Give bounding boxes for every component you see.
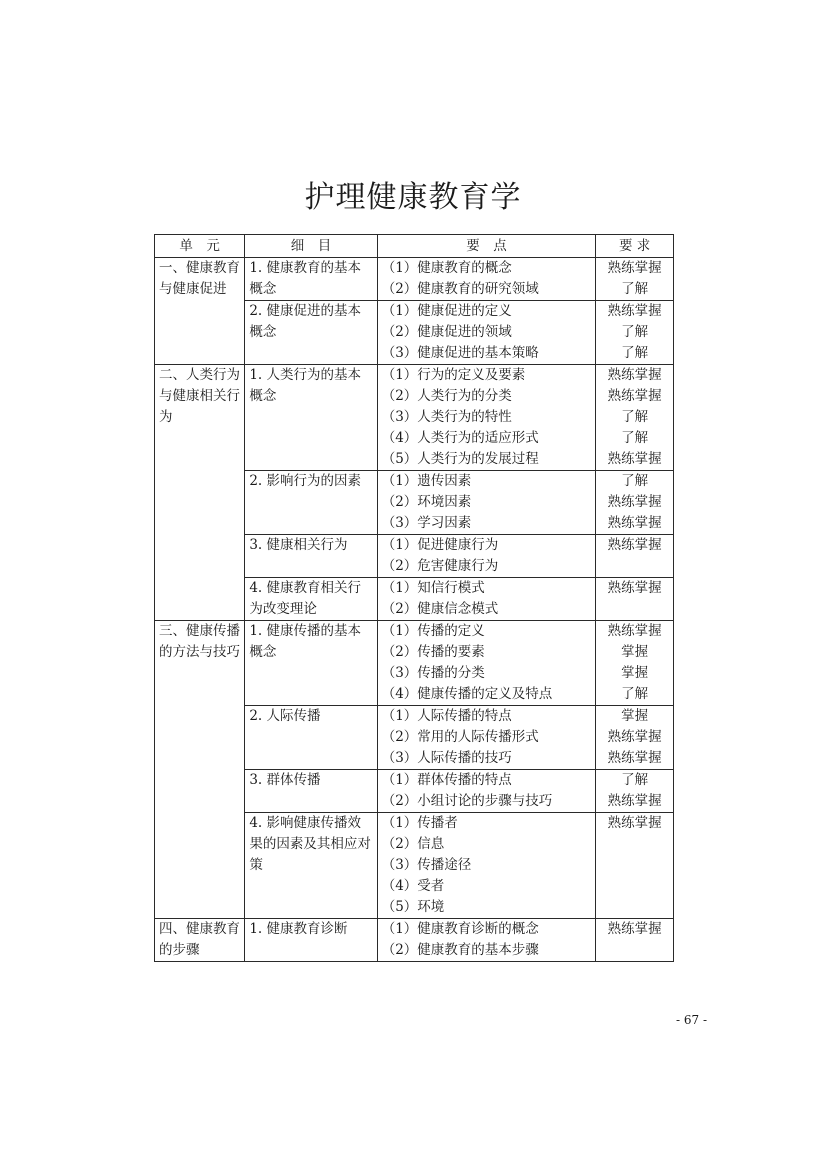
point-item: （2）健康促进的领域 [381,324,512,340]
detail-cell: 4. 健康教育相关行为改变理论 [245,578,377,621]
page-title: 护理健康教育学 [304,180,522,215]
detail-cell: 4. 影响健康传播效果的因素及其相应对策 [245,813,377,919]
points-cell [377,365,596,471]
point-item: （3）人类行为的特性 [381,409,512,425]
requirement-cell: 熟练掌握 [596,535,674,578]
point-item: （1）知信行模式 [381,580,485,596]
detail-cell: 1. 健康传播的基本概念 [245,621,377,706]
point-item: （1）行为的定义及要素 [381,367,526,383]
page-number: - 67 - [676,1013,708,1027]
point-item: （1）遗传因素 [381,473,472,489]
point-item: （2）环境因素 [381,494,472,510]
point-item: （1）传播者 [381,815,458,831]
requirement-item: 了解 [621,345,649,361]
detail-cell: 2. 人际传播 [245,706,377,770]
header-points: 要 点 [377,235,596,258]
requirement-item: 熟练掌握 [607,260,662,276]
requirement-cell [596,770,674,813]
point-item: （4）人类行为的适应形式 [381,430,539,446]
requirement-cell [596,365,674,471]
requirement-item: 熟练掌握 [607,303,662,319]
point-item: （1）健康教育的概念 [381,260,512,276]
point-item: （5）人类行为的发展过程 [381,451,539,467]
point-item: （2）健康教育的研究领域 [381,281,539,297]
requirement-item: 了解 [621,686,649,702]
requirement-cell [596,301,674,365]
detail-cell: 3. 健康相关行为 [245,535,377,578]
points-cell [377,919,596,962]
points-cell [377,535,596,578]
points-cell [377,301,596,365]
points-cell [377,621,596,706]
point-item: （2）健康教育的基本步骤 [381,942,539,958]
requirement-item: 熟练掌握 [607,451,662,467]
table-row [155,258,674,301]
points-cell [377,770,596,813]
requirement-cell [596,258,674,301]
point-item: （2）信息 [381,836,445,852]
table-row [155,621,674,706]
requirement-cell [596,621,674,706]
point-item: （1）传播的定义 [381,623,485,639]
unit-cell: 四、健康教育的步骤 [155,919,245,962]
requirement-item: 熟练掌握 [607,793,662,809]
requirement-item: 了解 [621,409,649,425]
point-item: （5）环境 [381,899,445,915]
requirement-item: 熟练掌握 [607,515,662,531]
points-cell [377,471,596,535]
detail-cell: 3. 群体传播 [245,770,377,813]
requirement-cell [596,706,674,770]
point-item: （3）学习因素 [381,515,472,531]
point-item: （1）人际传播的特点 [381,708,512,724]
points-cell [377,813,596,919]
points-cell [377,578,596,621]
point-item: （2）健康信念模式 [381,601,499,617]
requirement-item: 熟练掌握 [607,623,662,639]
detail-cell: 2. 影响行为的因素 [245,471,377,535]
point-item: （4）受者 [381,878,445,894]
requirement-cell: 熟练掌握 [596,578,674,621]
header-requirement: 要 求 [596,235,674,258]
requirement-cell: 熟练掌握 [596,919,674,962]
requirement-cell [596,471,674,535]
points-cell [377,258,596,301]
point-item: （3）传播途径 [381,857,472,873]
syllabus-table [154,234,674,962]
header-unit: 单 元 [155,235,245,258]
detail-cell: 1. 健康教育诊断 [245,919,377,962]
requirement-item: 了解 [621,324,649,340]
table-body [155,258,674,962]
point-item: （2）小组讨论的步骤与技巧 [381,793,553,809]
point-item: （4）健康传播的定义及特点 [381,686,553,702]
table-row [155,365,674,471]
point-item: （1）促进健康行为 [381,537,499,553]
requirement-cell: 熟练掌握 [596,813,674,919]
point-item: （2）人类行为的分类 [381,388,512,404]
table-row [155,919,674,962]
point-item: （2）危害健康行为 [381,558,499,574]
requirement-item: 熟练掌握 [607,729,662,745]
point-item: （2）常用的人际传播形式 [381,729,539,745]
point-item: （3）健康促进的基本策略 [381,345,539,361]
point-item: （3）人际传播的技巧 [381,750,512,766]
detail-cell: 2. 健康促进的基本概念 [245,301,377,365]
unit-cell: 三、健康传播的方法与技巧 [155,621,245,919]
requirement-item: 熟练掌握 [607,388,662,404]
requirement-item: 熟练掌握 [607,367,662,383]
requirement-item: 了解 [621,473,649,489]
point-item: （1）健康促进的定义 [381,303,512,319]
point-item: （1）健康教育诊断的概念 [381,921,539,937]
detail-cell: 1. 人类行为的基本概念 [245,365,377,471]
requirement-item: 了解 [621,430,649,446]
requirement-item: 熟练掌握 [607,750,662,766]
point-item: （1）群体传播的特点 [381,772,512,788]
requirement-item: 掌握 [621,644,649,660]
requirement-item: 掌握 [621,665,649,681]
unit-cell: 一、健康教育与健康促进 [155,258,245,365]
requirement-item: 了解 [621,281,649,297]
unit-cell: 二、人类行为与健康相关行为 [155,365,245,621]
requirement-item: 掌握 [621,708,649,724]
point-item: （2）传播的要素 [381,644,485,660]
point-item: （3）传播的分类 [381,665,485,681]
header-detail: 细 目 [245,235,377,258]
detail-cell: 1. 健康教育的基本概念 [245,258,377,301]
table-header-row [155,235,674,258]
requirement-item: 熟练掌握 [607,494,662,510]
points-cell [377,706,596,770]
requirement-item: 了解 [621,772,649,788]
